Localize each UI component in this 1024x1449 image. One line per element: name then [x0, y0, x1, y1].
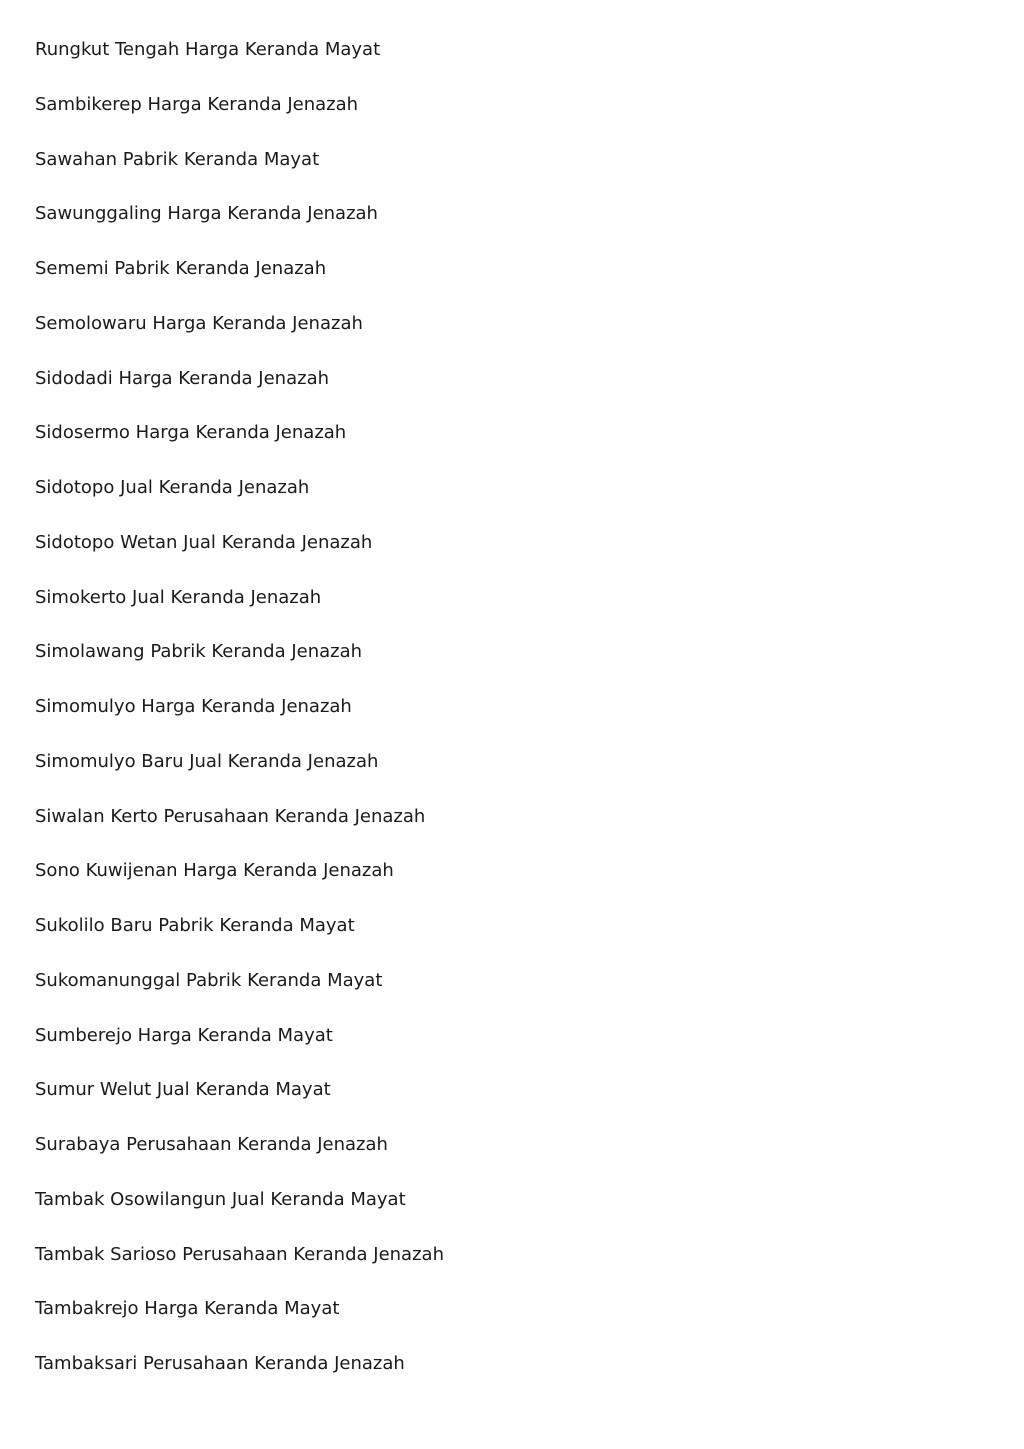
list-item: Sawahan Pabrik Keranda Mayat: [35, 148, 320, 170]
list-item: Sumberejo Harga Keranda Mayat: [35, 1024, 333, 1046]
list-item: Tambaksari Perusahaan Keranda Jenazah: [35, 1353, 405, 1374]
list-item: Sidodadi Harga Keranda Jenazah: [35, 367, 330, 389]
list-item: Sememi Pabrik Keranda Jenazah: [35, 258, 327, 279]
list-item: Surabaya Perusahaan Keranda Jenazah: [35, 1134, 388, 1155]
list-item: Simomulyo Baru Jual Keranda Jenazah: [35, 750, 379, 772]
list-item: Sidosermo Harga Keranda Jenazah: [35, 422, 347, 444]
list-item: Sawunggaling Harga Keranda Jenazah: [35, 203, 378, 225]
list-item: Sidotopo Jual Keranda Jenazah: [35, 477, 310, 498]
list-item: Sukomanunggal Pabrik Keranda Mayat: [35, 969, 383, 991]
list-item: Sono Kuwijenan Harga Keranda Jenazah: [35, 860, 394, 882]
list-item: Simolawang Pabrik Keranda Jenazah: [35, 641, 363, 663]
list-item: Siwalan Kerto Perusahaan Keranda Jenazah: [35, 805, 426, 827]
list-item: Simomulyo Harga Keranda Jenazah: [35, 696, 352, 717]
list-item: Sukolilo Baru Pabrik Keranda Mayat: [35, 915, 355, 936]
list-item: Sumur Welut Jual Keranda Mayat: [35, 1079, 331, 1101]
list-item: Sidotopo Wetan Jual Keranda Jenazah: [35, 531, 373, 553]
list-item: Semolowaru Harga Keranda Jenazah: [35, 312, 363, 334]
list-item: Simokerto Jual Keranda Jenazah: [35, 586, 322, 608]
list-item: Sambikerep Harga Keranda Jenazah: [35, 93, 359, 115]
location-list: [35, 38, 444, 1407]
list-item: Tambakrejo Harga Keranda Mayat: [35, 1298, 340, 1320]
list-item: Tambak Sarioso Perusahaan Keranda Jenazah: [35, 1243, 444, 1265]
list-item: Rungkut Tengah Harga Keranda Mayat: [35, 39, 381, 60]
list-item: Tambak Osowilangun Jual Keranda Mayat: [35, 1188, 406, 1210]
